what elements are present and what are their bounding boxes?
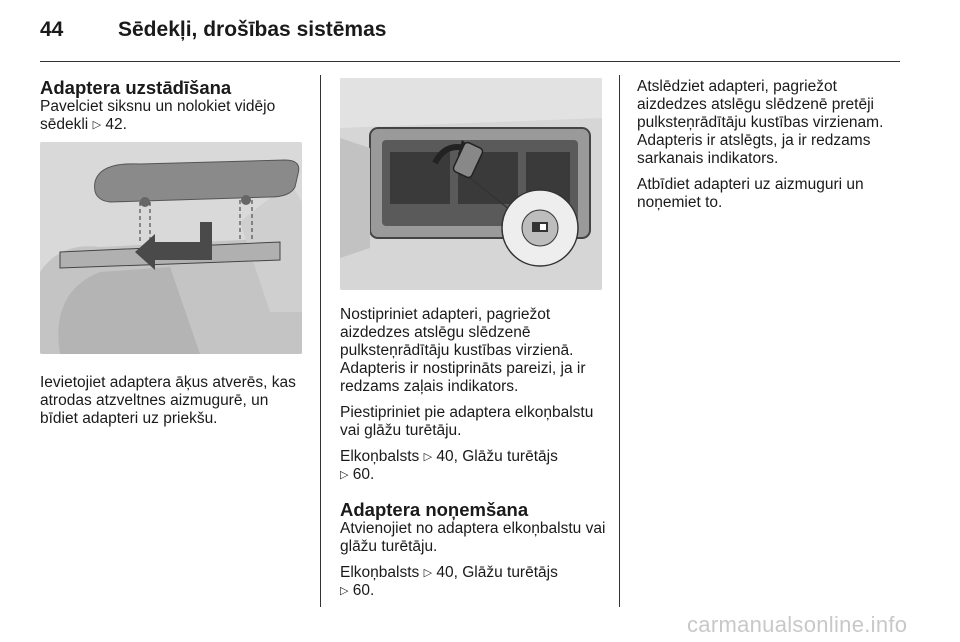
- watermark: carmanualsonline.info: [687, 612, 908, 637]
- page-number: 44: [40, 18, 64, 41]
- chapter-title: Sēdekļi, drošības sistēmas: [118, 18, 387, 41]
- fasten-paragraph: Nostipriniet adapteri, pagriežot aizdedzes atslēgu slēdzenē pulksteņrādītāju kustības virzienā. Adapteris ir nostiprināts pareizi, ja ir redzams zaļais indikators.: [340, 306, 586, 395]
- column-1: [40, 78, 308, 436]
- column-3: [637, 78, 905, 220]
- reference-arrow-icon: ▷: [340, 585, 349, 597]
- unlock-paragraph: Atslēdziet adapteri, pagriežot aizdedzes atslēgu slēdzenē pretēji pulksteņrādītāju kustības virzienam. Adapteris ir atslēgts, ja ir redzams sarkanais indikators.: [637, 78, 884, 167]
- reference-line-a: Elkoņbalsts ▷ 40, Glāžu turētājs ▷ 60.: [340, 448, 558, 483]
- reference-arrow-icon: ▷: [423, 451, 433, 463]
- section-heading-remove: Adaptera noņemšana: [340, 499, 529, 520]
- section-heading-install: Adaptera uzstādīšana: [40, 77, 232, 98]
- reference-arrow-icon: ▷: [423, 567, 433, 579]
- column-2: [340, 78, 608, 608]
- reference-arrow-icon: ▷: [92, 119, 102, 131]
- remove-paragraph: Atbīdiet adapteri uz aizmuguri un noņemiet to.: [637, 176, 864, 211]
- install-caption: Ievietojiet adaptera āķus atverēs, kas atrodas atzveltnes aizmugurē, un bīdiet adapteri uz priekšu.: [40, 374, 296, 427]
- attach-paragraph: Piestipriniet pie adaptera elkoņbalstu vai glāžu turētāju.: [340, 404, 594, 439]
- reference-arrow-icon: ▷: [340, 469, 349, 481]
- column-divider-left: [320, 75, 321, 607]
- intro-paragraph: Pavelciet siksnu un nolokiet vidējo sēdekli ▷ 42.: [40, 98, 276, 133]
- reference-line-b: Elkoņbalsts ▷ 40, Glāžu turētājs ▷ 60.: [340, 564, 558, 599]
- column-divider-right: [619, 75, 620, 607]
- detach-paragraph: Atvienojiet no adaptera elkoņbalstu vai glāžu turētāju.: [340, 520, 606, 555]
- figure-ignition-key: [340, 78, 602, 290]
- figure-adapter-hooks: [40, 142, 302, 354]
- header-rule: [40, 61, 900, 62]
